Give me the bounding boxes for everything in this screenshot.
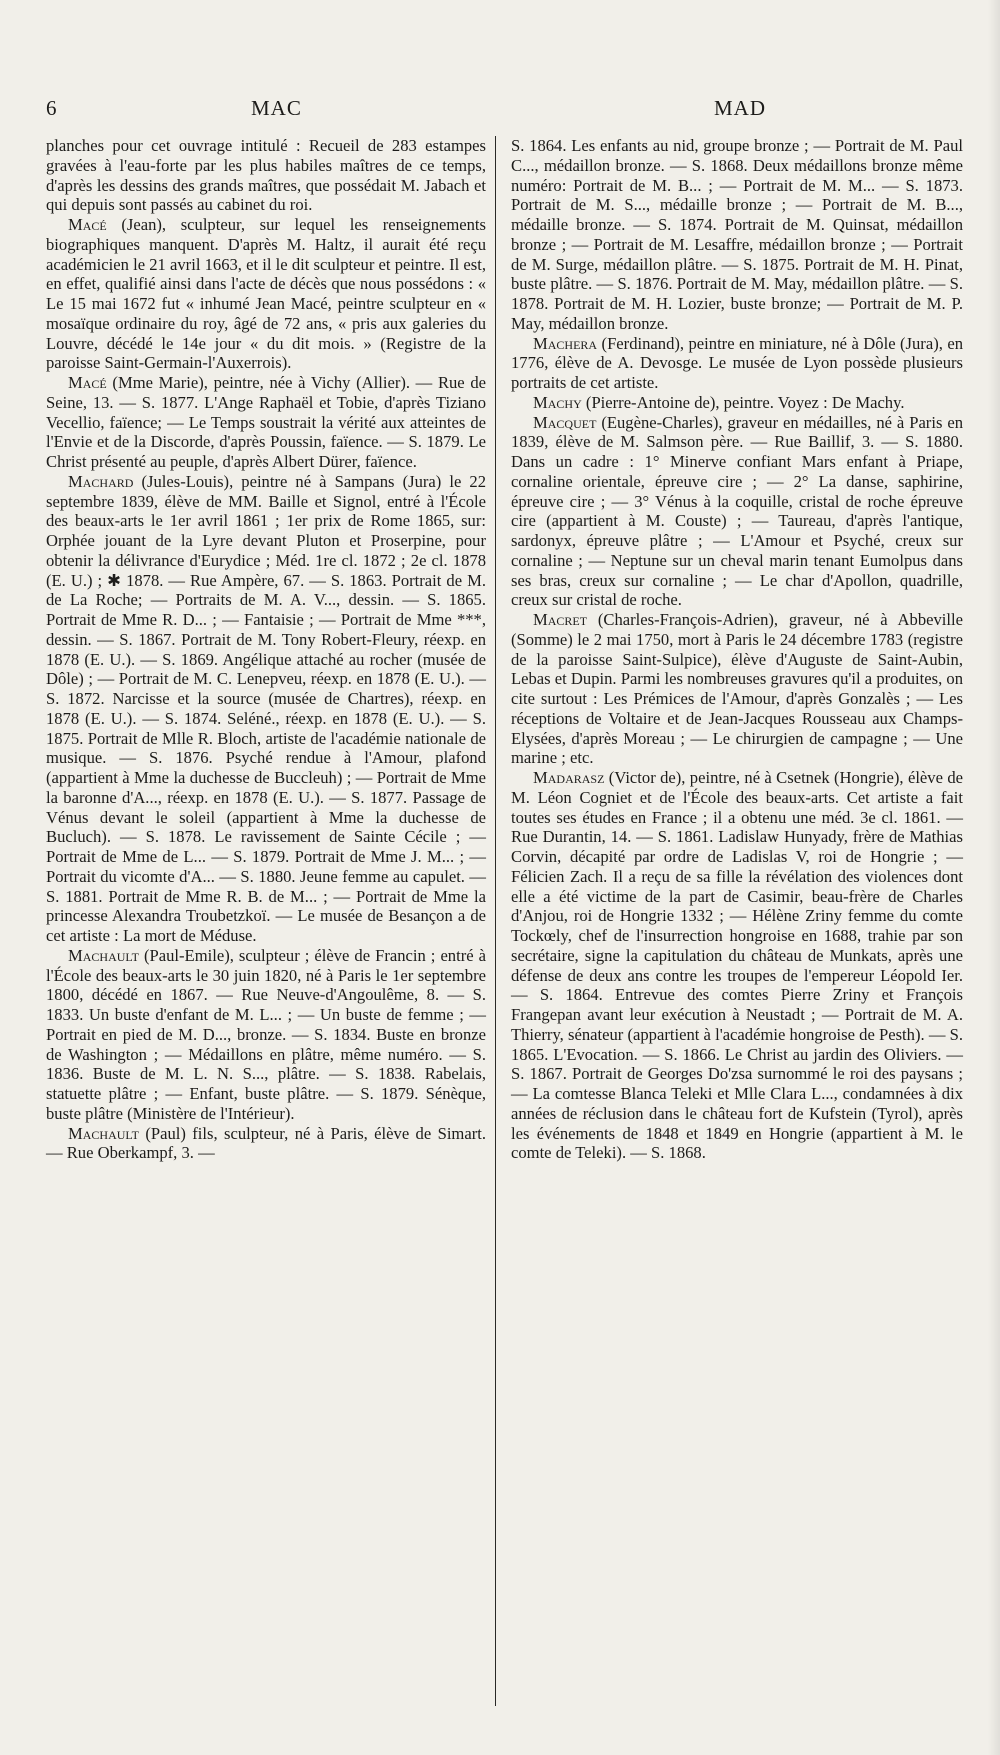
entry-continuation: S. 1864. Les enfants au nid, groupe bronze ; — Portrait de M. Paul C..., médaillon bronze. — S. 1868. Deux médaillons bronze même numéro: Portrait de M. B... ; — Portrait de M. M... — S. 1873. Portrait de M. S..., médaille bronze ; — Portrait de M. B..., médaille bronze. — S. 1874. Portrait de M. Quinsat, médaillon bronze ; — Portrait de M. Lesaffre, médaillon bronze ; — Portrait de M. Surge, médaillon plâtre. — S. 1875. Portrait de M. H. Pinat, buste plâtre. — S. 1876. Portrait de M. May, médaillon plâtre. — S. 1878. Portrait de M. H. Lozier, buste bronze; — Portrait de M. P. May, médaillon bronze.	[511, 136, 963, 333]
column-divider	[495, 136, 496, 1706]
running-head-right: MAD	[714, 96, 767, 120]
entry-macquet	[511, 413, 963, 611]
entry-headword: Machault	[68, 945, 139, 965]
entry-text: (Paul-Emile), sculpteur ; élève de Francin ; entré à l'École des beaux-arts le 30 juin 1820, né à Paris le 1er septembre 1800, décédé en 1867. — Rue Neuve-d'Angoulême, 8. — S. 1833. Un buste d'enfant de M. L... ; — Un buste de femme ; — Portrait en pied de M. D..., bronze. — S. 1834. Buste en bronze de Washington ; — Médaillons en plâtre, même numéro. — S. 1836. Buste de M. L. N. S..., plâtre. — S. 1838. Rabelais, statuette plâtre ; — Enfant, buste plâtre. — S. 1879. Sénèque, buste plâtre (Ministère de l'Intérieur).	[46, 945, 486, 1123]
entry-text: (Jules-Louis), peintre né à Sampans (Jura) le 22 septembre 1839, élève de MM. Baille et Signol, entré à l'École des beaux-arts le 1er avril 1861 ; 1er prix de Rome 1865, sur: Orphée jouant de la Lyre devant Pluton et Proserpine, pour obtenir la délivrance d'Eurydice ; Méd. 1re cl. 1872 ; 2e cl. 1878 (E. U.) ; ✱ 1878. — Rue Ampère, 67. — S. 1863. Portrait de M. de La Roche; — Portraits de M. A. V..., dessin. — S. 1865. Portrait de Mme R. D... ; — Fantaisie ; — Portrait de Mme ***, dessin. — S. 1867. Portrait de M. Tony Robert-Fleury, réexp. en 1878 (E. U.). — S. 1869. Angélique attaché au rocher (musée de Dôle) ; — Portrait de M. C. Lenepveu, réexp. en 1878 (E. U.). — S. 1872. Narcisse et la source (musée de Chartres), réexp. en 1878 (E. U.). — S. 1874. Seléné., réexp. en 1878 (E. U.). — S. 1875. Portrait de Mlle R. Bloch, artiste de l'académie nationale de musique. — S. 1876. Psyché rendue à l'Amour, plafond (appartient à Mme la duchesse de Buccleuh) ; — Portrait de Mme la baronne d'A..., réexp. en 1878 (E. U.). — S. 1877. Passage de Vénus devant le soleil (appartient à Mme la duchesse de Bucluch). — S. 1878. Le ravissement de Sainte Cécile ; — Portrait de Mme de L... — S. 1879. Portrait de Mme J. M... ; — Portrait du vicomte d'A... — S. 1880. Jeune femme au capulet. — S. 1881. Portrait de Mme R. B. de M... ; — Portrait de Mme la princesse Alexandra Troubetzkoï. — Le musée de Besançon a de cet artiste : La mort de Méduse.	[46, 471, 486, 945]
entry-text: (Pierre-Antoine de), peintre. Voyez : De Machy.	[581, 392, 905, 412]
entry-text: (Ferdinand), peintre en miniature, né à Dôle (Jura), en 1776, élève de A. Devosge. Le musée de Lyon possède plusieurs portraits de cet artiste.	[511, 333, 963, 392]
page-number: 6	[46, 96, 57, 120]
left-column	[46, 136, 486, 1163]
entry-text: (Jean), sculpteur, sur lequel les renseignements biographiques manquent. D'après M. Haltz, il aurait été reçu académicien le 21 avril 1663, et il le dit sculpteur et peintre. Il est, en effet, qualifié ainsi dans l'acte de décès que nous possédons : « Le 15 mai 1672 fut « inhumé Jean Macé, peintre sculpteur en « mosaïque ordinaire du roy, âgé de 72 ans, « pris aux galeries du Louvre, décédé le 14e jour « du dit mois. » (Registre de la paroisse Saint-Germain-l'Auxerrois).	[46, 215, 486, 373]
entry-headword: Macé	[68, 373, 107, 392]
entry-headword: Machy	[533, 392, 582, 412]
entry-text: (Victor de), peintre, né à Csetnek (Hongrie), élève de M. Léon Cogniet et de l'École des beaux-arts. Cet artiste a fait toutes ses études en France ; il a obtenu une méd. 3e cl. 1861. — Rue Durantin, 14. — S. 1861. Ladislaw Hunyady, frère de Mathias Corvin, décapité par ordre de Ladislas V, roi de Hongrie ; — Félicien Zach. Il a reçu de sa fille la révélation des violences dont elle a été victime de la part de Casimir, beau-frère de Charles d'Anjou, roi de Hongrie 1332 ; — Hélène Zriny femme du comte Tockœly, chef de l'insurrection hongroise en 1688, trahie par son secrétaire, signe la capitulation du château de Munkats, après une défense de deux ans contre les troupes de l'empereur Léopold Ier. — S. 1864. Entrevue des comtes Pierre Zriny et François Frangepan avant leur exécution à Neustadt ; — Portrait de M. A. Thierry, sénateur (appartient à l'académie hongroise de Pesth). — S. 1865. L'Evocation. — S. 1866. Le Christ au jardin des Oliviers. — S. 1867. Portrait de Georges Do'zsa surnommé le roi des paysans ; — La comtesse Blanca Teleki et Mlle Clara L..., condamnées à dix années de réclusion dans le château fort de Kufstein (Tyrol), après les événements de 1848 et 1849 en Hongrie (appartient à M. le comte de Teleki). — S. 1868.	[511, 768, 963, 1163]
entry-madarasz	[511, 768, 963, 1163]
entry-text: (Charles-François-Adrien), graveur, né à Abbeville (Somme) le 2 mai 1750, mort à Paris le 24 décembre 1783 (registre de la paroisse Saint-Sulpice), élève d'Auguste de Saint-Aubin, Lebas et Dupin. Parmi les nombreuses gravures qu'il a produites, on cite surtout : Les Prémices de l'Amour, d'après Gonzalès ; — Les réceptions de Voltaire et de Jean-Jacques Rousseau aux Champs-Elysées, d'après Moreau ; — Le chirurgien de campagne ; — Une marine ; etc.	[511, 610, 963, 768]
entry-headword: Madarasz	[533, 768, 605, 787]
entry-macret	[511, 610, 963, 768]
page-edge-shadow	[988, 0, 1000, 1755]
entry-mace-jean	[46, 215, 486, 373]
entry-mace-marie	[46, 373, 486, 472]
page-header	[46, 96, 954, 126]
entry-continuation: planches pour cet ouvrage intitulé : Recueil de 283 estampes gravées à l'eau-forte par les plus habiles maîtres de ce temps, d'après les dessins des grands maîtres, que possédait M. Jabach et qui depuis sont passés au cabinet du roi.	[46, 136, 486, 215]
entry-headword: Machera	[533, 333, 598, 353]
entry-machera	[511, 334, 963, 393]
entry-headword: Machard	[68, 471, 134, 491]
entry-machard	[46, 472, 486, 946]
entry-machault-paul-emile	[46, 946, 486, 1124]
entry-text: (Paul) fils, sculpteur, né à Paris, élève de Simart. — Rue Oberkampf, 3. —	[46, 1123, 486, 1163]
entry-headword: Macé	[68, 215, 107, 234]
entry-text: (Eugène-Charles), graveur en médailles, né à Paris en 1839, élève de M. Salmson père. — Rue Baillif, 3. — S. 1880. Dans un cadre : 1° Minerve confiant Mars enfant à Priape, cornaline orientale, épreuve cire ; — 2° La danse, saphirine, épreuve cire ; — 3° Vénus à la coquille, cristal de roche épreuve cire (appartient à M. Couste) ; — Taureau, d'après l'antique, sardonyx, épreuve plâtre ; — L'Amour et Psyché, creux sur cornaline ; — Neptune sur un cheval marin tenant Eumolpus dans ses bras, creux sur cornaline ; — Le char d'Apollon, quadrille, creux sur cristal de roche.	[511, 412, 963, 610]
entry-headword: Machault	[68, 1123, 139, 1143]
right-column	[511, 136, 963, 1163]
entry-headword: Macquet	[533, 412, 597, 432]
entry-headword: Macret	[533, 610, 588, 629]
running-head-left: MAC	[251, 96, 302, 120]
entry-machault-paul	[46, 1124, 486, 1164]
entry-text: (Mme Marie), peintre, née à Vichy (Allier). — Rue de Seine, 13. — S. 1877. L'Ange Raphaël et Tobie, d'après Tiziano Vecellio, faïence; — Le Temps soustrait la vérité aux atteintes de l'Envie et de la Discorde, d'après Poussin, faïence. — S. 1879. Le Christ présenté au peuple, d'après Albert Dürer, faïence.	[46, 373, 486, 471]
entry-machy	[511, 393, 963, 413]
